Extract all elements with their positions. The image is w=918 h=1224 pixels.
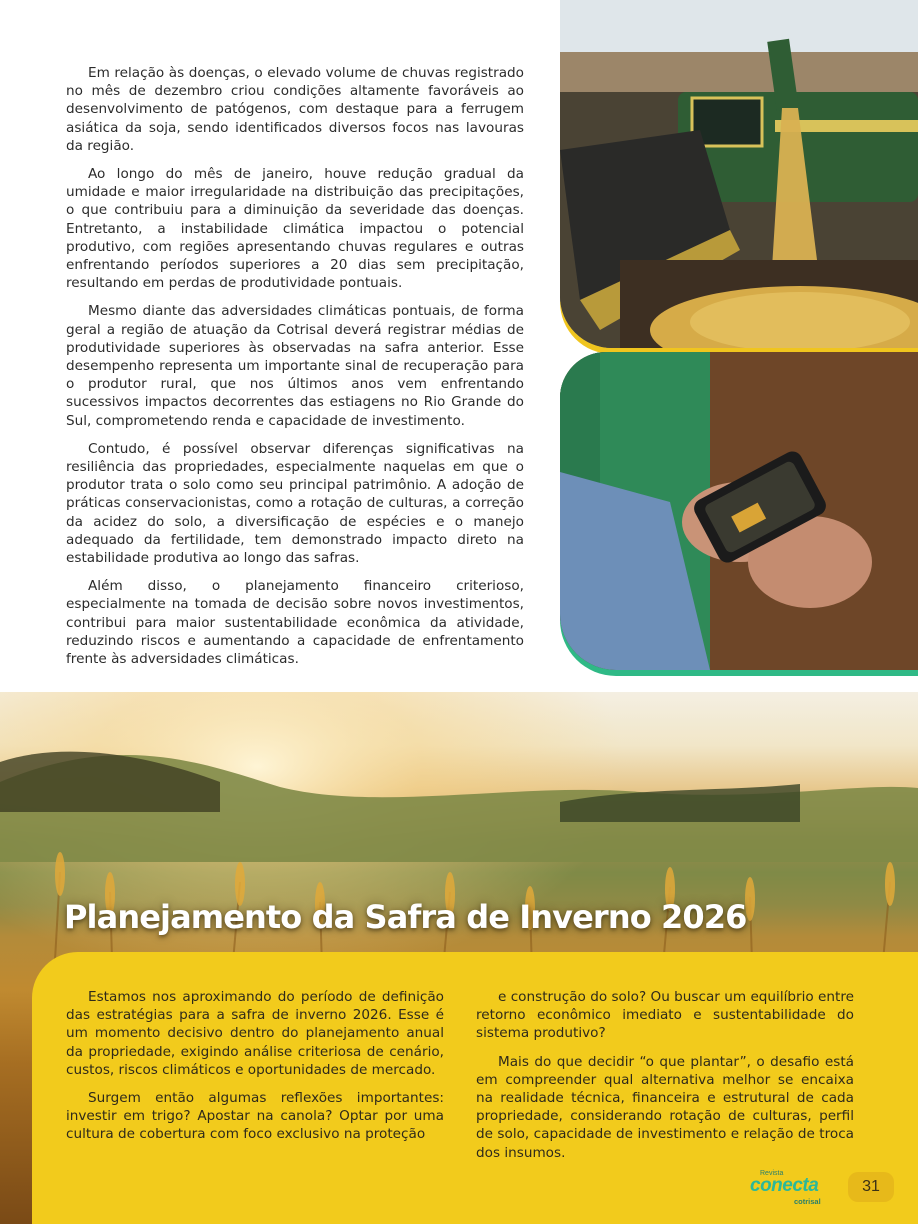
farmer-smartphone-photo (560, 352, 918, 670)
smartphone-illustration (560, 352, 918, 670)
paragraph-resilience: Contudo, é possível observar diferenças significativas na resiliência das propriedades, especialmente naquelas em que o produtor trata o solo como seu principal patrimônio. A adoção de práticas conservacionistas, como a rotação de culturas, a correção da acidez do solo, a diversificação de espécies e o manejo adequado da fertilidade, tem demonstrado impacto direto na estabilidade produtiva ao longo das safras. (66, 440, 524, 567)
paragraph-winter-season: Estamos nos aproximando do período de definição das estratégias para a safra de inverno 2026. Esse é um momento decisivo dentro do planejamento anual da propriedade, exigindo análise criteriosa de cenário, custos, riscos climáticos e oportunidades de mercado. (66, 989, 444, 1078)
section-title: Planejamento da Safra de Inverno 2026 (64, 898, 747, 936)
paragraph-financial-planning: Além disso, o planejamento financeiro criterioso, especialmente na tomada de decisão sobre novos investimentos, contribui para maior sustentabilidade econômica da atividade, reduzindo riscos e aumentando a capacidade de enfrentamento frente às adversidades climáticas. (66, 578, 524, 668)
paragraph-diseases: Em relação às doenças, o elevado volume de chuvas registrado no mês de dezembro criou condições altamente favoráveis ao desenvolvimento de patógenos, com destaque para a ferrugem asiática da soja, sendo identificados diversos focos nas lavouras da região. (66, 65, 524, 154)
section-column-left (66, 988, 444, 1154)
harvest-photo (560, 0, 918, 348)
article-body-top (66, 64, 524, 678)
conecta-logo (748, 1170, 830, 1206)
paragraph-productivity: Mesmo diante das adversidades climáticas pontuais, de forma geral a região de atuação da Cotrisal deverá registrar médias de produtividade superiores às observadas na safra anterior. Esse desempenho representa um importante sinal de recuperação para o produtor rural, que nos últimos anos vem enfrentando sucessivos impactos decorrentes das estiagens no Rio Grande do Sul, comprometendo renda e capacidade de investimento. (66, 303, 524, 429)
paragraph-what-to-plant: Mais do que decidir “o que plantar”, o desafio está em compreender qual alternativa melhor se encaixa na realidade técnica, financeira e estrutural de cada propriedade, considerando rotação de culturas, perfil de solo, capacidade de investimento e relação de troca dos insumos. (476, 1053, 854, 1161)
harvest-illustration (560, 0, 918, 348)
logo-brand: cotrisal (794, 1197, 821, 1206)
page-number: 31 (848, 1172, 894, 1202)
section-column-right (476, 988, 854, 1172)
paragraph-reflections: Surgem então algumas reflexões importantes: investir em trigo? Apostar na canola? Optar por uma cultura de cobertura com foco exclusivo na proteção (66, 1090, 444, 1143)
paragraph-january: Ao longo do mês de janeiro, houve redução gradual da umidade e maior irregularidade na distribuição das precipitações, o que contribuiu para a diminuição da severidade das doenças. Entretanto, a instabilidade climática impactou o potencial produtivo, com regiões apresentando chuvas regulares e outras enfrentando períodos superiores a 20 dias sem precipitação, resultando em perdas de produtividade pontuais. (66, 166, 524, 292)
paragraph-soil-construction: e construção do solo? Ou buscar um equilíbrio entre retorno econômico imediato e sustentabilidade do sistema produtivo? (476, 989, 854, 1042)
logo-magazine-label: Revista (760, 1170, 784, 1177)
logo-title: conecta (750, 1175, 819, 1196)
